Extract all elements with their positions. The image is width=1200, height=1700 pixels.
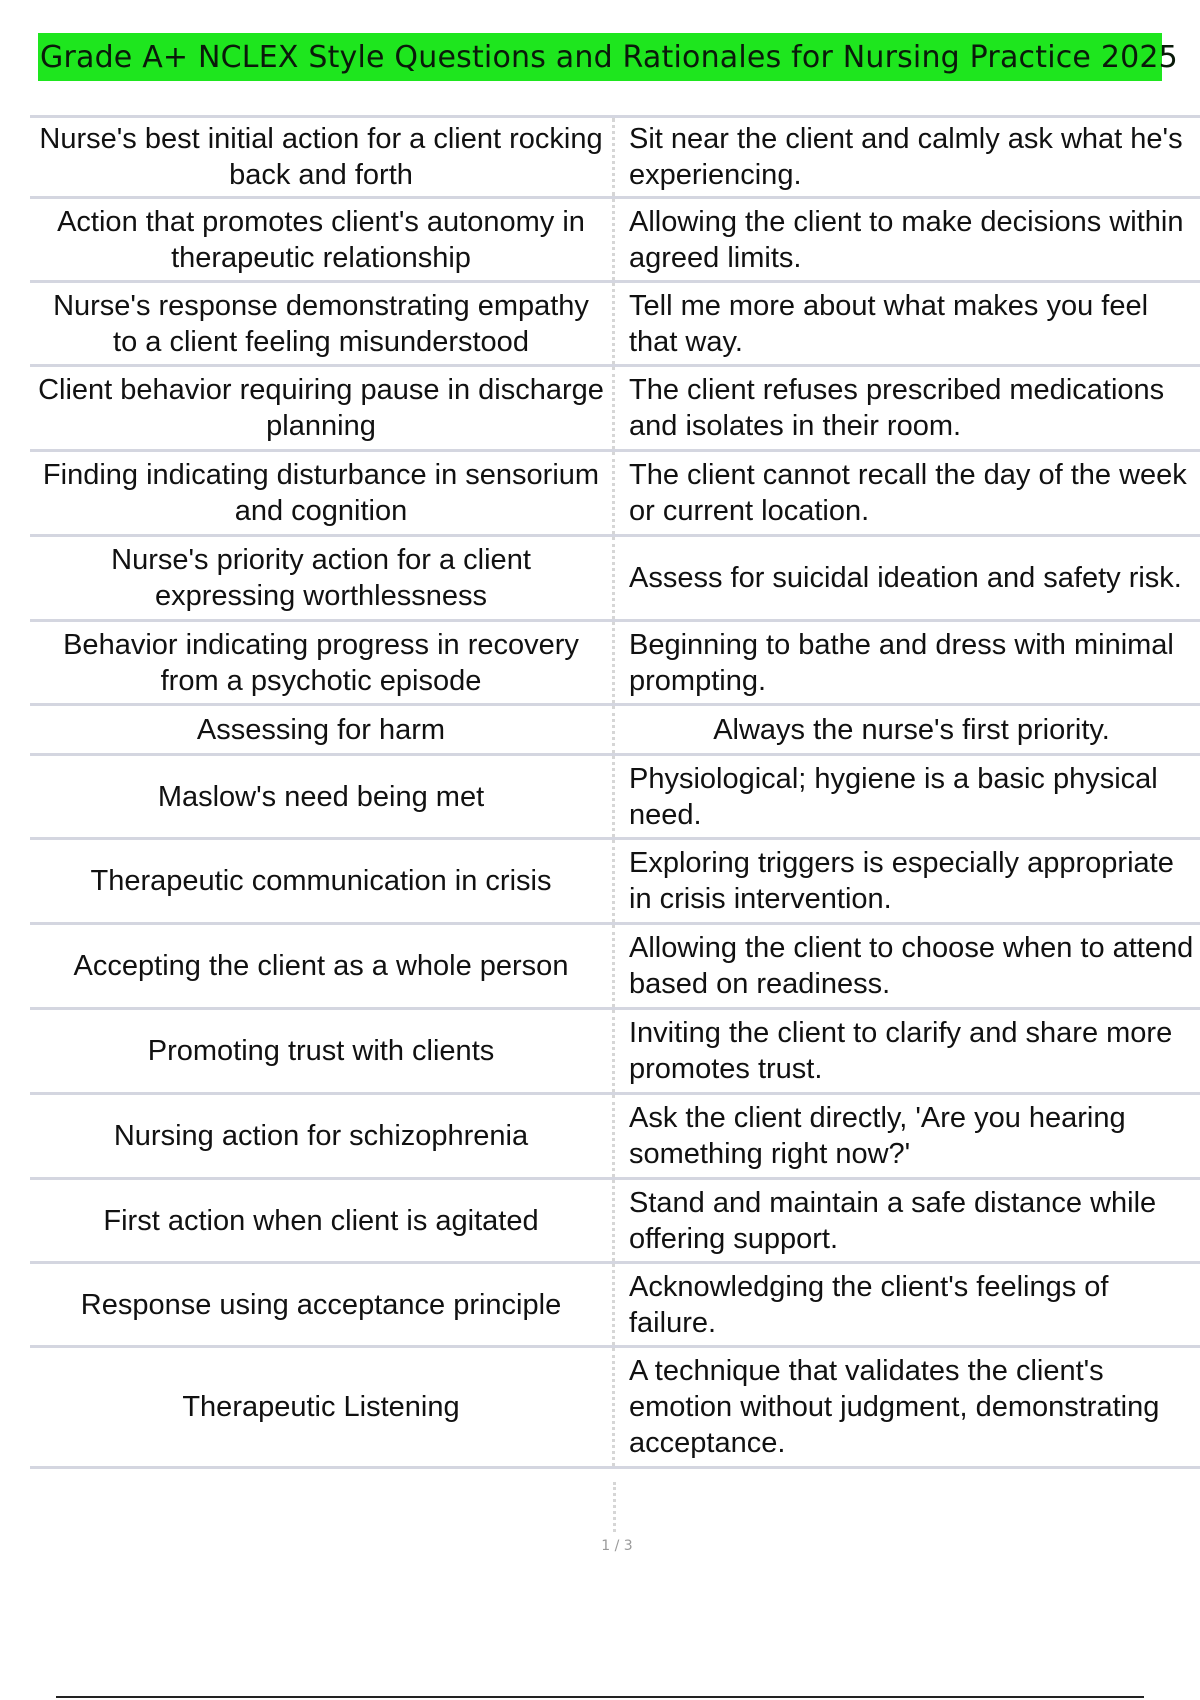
- definition-cell: Allowing the client to make decisions within agreed limits.: [612, 199, 1200, 280]
- column-divider-tail: [613, 1482, 616, 1532]
- table-row: [30, 1010, 1200, 1095]
- table-row: [30, 840, 1200, 925]
- term-cell: Action that promotes client's autonomy in therapeutic relationship: [57, 205, 585, 274]
- table-row: [30, 1180, 1200, 1264]
- term-cell: Nurse's response demonstrating empathy to a client feeling misunderstood: [53, 289, 589, 358]
- table-row: [30, 367, 1200, 452]
- term-cell: Behavior indicating progress in recovery from a psychotic episode: [63, 628, 579, 697]
- table-row: [30, 925, 1200, 1010]
- term-cell: Response using acceptance principle: [80, 1288, 562, 1321]
- definition-cell: Physiological; hygiene is a basic physical need.: [612, 756, 1200, 837]
- table-row: [30, 452, 1200, 537]
- table-row: [30, 118, 1200, 199]
- term-cell: Client behavior requiring pause in discharge planning: [38, 374, 604, 442]
- table-row: [30, 756, 1200, 840]
- table-row: [30, 537, 1200, 622]
- term-cell: First action when client is agitated: [103, 1204, 539, 1237]
- term-cell: Therapeutic Listening: [182, 1391, 460, 1423]
- definition-cell: Always the nurse's first priority.: [612, 706, 1200, 753]
- table-row: [30, 283, 1200, 367]
- qa-table: [30, 115, 1200, 1469]
- term-cell: Assessing for harm: [196, 713, 446, 746]
- definition-cell: A technique that validates the client's emotion without judgment, demonstrating acceptance.: [612, 1348, 1200, 1466]
- document-title: Grade A+ NCLEX Style Questions and Rationales for Nursing Practice 2025: [40, 39, 1178, 75]
- term-cell: Therapeutic communication in crisis: [90, 865, 552, 897]
- table-row: [30, 706, 1200, 756]
- term-cell: Finding indicating disturbance in sensorium and cognition: [42, 459, 600, 527]
- definition-cell: Ask the client directly, 'Are you hearing something right now?': [612, 1095, 1200, 1177]
- definition-cell: Beginning to bathe and dress with minimal prompting.: [612, 622, 1200, 703]
- table-row: [30, 1095, 1200, 1180]
- table-row: [30, 199, 1200, 283]
- term-cell: Nurse's best initial action for a client rocking back and forth: [39, 123, 603, 191]
- term-cell: Nursing action for schizophrenia: [113, 1120, 529, 1152]
- term-cell: Accepting the client as a whole person: [73, 950, 569, 982]
- definition-cell: The client refuses prescribed medications and isolates in their room.: [612, 367, 1200, 449]
- term-cell: Nurse's priority action for a client expressing worthlessness: [111, 544, 531, 612]
- page-number: 1 / 3: [601, 1538, 633, 1554]
- title-highlight: [38, 33, 1178, 81]
- table-row: [30, 1264, 1200, 1348]
- table-row: [30, 622, 1200, 706]
- table-row: [30, 1348, 1200, 1469]
- definition-cell: Acknowledging the client's feelings of failure.: [612, 1264, 1200, 1345]
- definition-cell: Assess for suicidal ideation and safety risk.: [612, 537, 1200, 619]
- definition-cell: Inviting the client to clarify and share more promotes trust.: [612, 1010, 1200, 1092]
- term-cell: Promoting trust with clients: [147, 1035, 495, 1067]
- definition-cell: Tell me more about what makes you feel that way.: [612, 283, 1200, 364]
- definition-cell: The client cannot recall the day of the week or current location.: [612, 452, 1200, 534]
- definition-cell: Allowing the client to choose when to attend based on readiness.: [612, 925, 1200, 1007]
- definition-cell: Sit near the client and calmly ask what he's experiencing.: [612, 118, 1200, 196]
- page-bottom-rule: [56, 1696, 1144, 1698]
- definition-cell: Stand and maintain a safe distance while offering support.: [612, 1180, 1200, 1261]
- definition-cell: Exploring triggers is especially appropriate in crisis intervention.: [612, 840, 1200, 922]
- term-cell: Maslow's need being met: [157, 780, 485, 813]
